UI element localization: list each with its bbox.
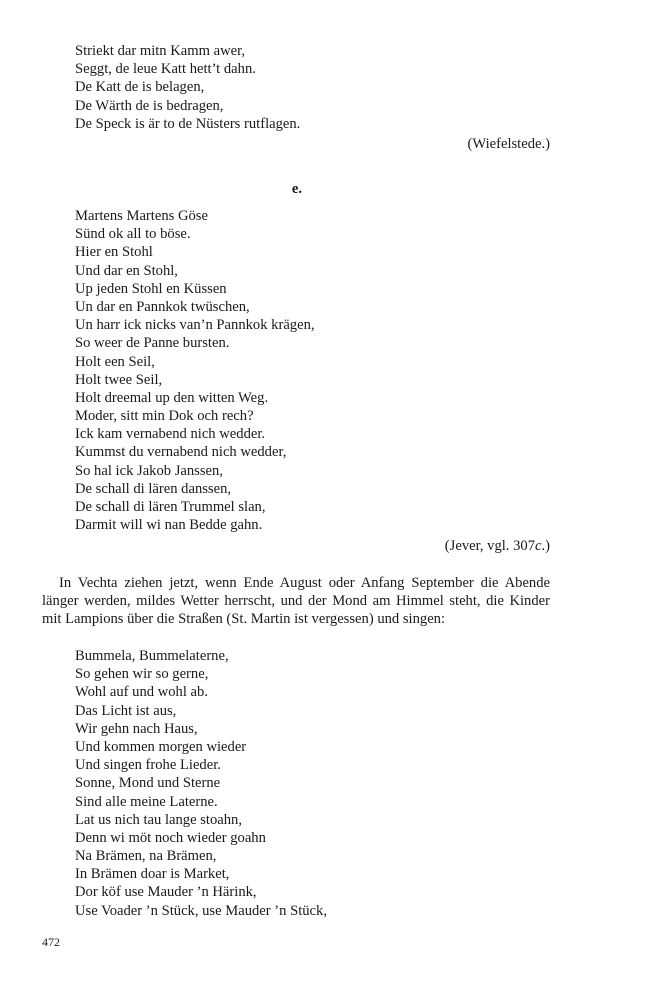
source-suffix: .) [541, 538, 550, 554]
verse-line: De Katt de is belagen, [75, 79, 205, 96]
source-prefix: (Jever, vgl. 307 [444, 538, 535, 554]
section-heading-e: e. [291, 181, 303, 197]
source-citation-jever [445, 537, 550, 555]
verse-line: Das Licht ist aus, [75, 702, 177, 719]
verse-line: Und dar en Stohl, [75, 262, 178, 279]
verse-line: Holt een Seil, [75, 353, 155, 370]
verse-line: De schall di lären danssen, [75, 480, 232, 497]
verse-line: Striekt dar mitn Kamm awer, [75, 43, 246, 59]
verse-line: De Wärth de is bedragen, [75, 97, 224, 114]
verse-line: Use Voader ’n Stück, use Mauder ’n Stück, [75, 902, 327, 919]
page-number: 472 [42, 935, 60, 949]
verse-bottom [75, 647, 327, 920]
verse-line: Holt twee Seil, [75, 371, 163, 388]
source-citation-wiefelstede: (Wiefelstede.) [467, 136, 550, 152]
verse-line: Holt dreemal up den witten Weg. [75, 389, 269, 406]
source-italic-letter: c [535, 538, 542, 554]
verse-line: Dor köf use Mauder ’n Härink, [75, 884, 257, 901]
verse-line: Na Brämen, na Brämen, [75, 848, 217, 865]
verse-line: Darmit will wi nan Bedde gahn. [75, 517, 263, 534]
verse-line: Denn wi möt noch wieder goahn [75, 829, 266, 846]
verse-line: De schall di lären Trummel slan, [75, 499, 266, 515]
verse-line: Un harr ick nicks van’n Pannkok krägen, [75, 317, 315, 334]
verse-line: Martens Martens Göse [75, 208, 208, 224]
verse-line: In Brämen doar is Market, [75, 866, 230, 883]
verse-line: So hal ick Jakob Janssen, [75, 462, 223, 479]
verse-line: Und singen frohe Lieder. [75, 757, 221, 774]
verse-top [75, 42, 300, 133]
verse-line: Seggt, de leue Katt hett’t dahn. [75, 61, 256, 78]
verse-line: Hier en Stohl [75, 244, 153, 261]
verse-line: Lat us nich tau lange stoahn, [75, 811, 242, 828]
verse-line: So gehen wir so gerne, [75, 666, 209, 683]
verse-line: Wohl auf und wohl ab. [75, 684, 208, 701]
verse-section-e [75, 207, 315, 534]
verse-line: De Speck is är to de Nüsters rutflagen. [75, 115, 301, 132]
verse-line: Und kommen morgen wieder [75, 738, 247, 755]
verse-line: Un dar en Pannkok twüschen, [75, 298, 250, 315]
verse-line: Bummela, Bummelaterne, [75, 648, 229, 664]
verse-line: Moder, sitt min Dok och rech? [75, 408, 254, 425]
verse-line: Wir gehn nach Haus, [75, 720, 198, 737]
verse-line: Sind alle meine Laterne. [75, 793, 218, 810]
prose-paragraph: In Vechta ziehen jetzt, wenn Ende August oder Anfang September die Abende länger werden, mildes Wetter herrscht, und der Mond am Himmel steht, die Kinder mit Lampions über die Straßen (St. Martin ist vergessen) und singen: [42, 575, 550, 628]
verse-line: Sünd ok all to böse. [75, 226, 191, 243]
verse-line: So weer de Panne bursten. [75, 335, 230, 352]
verse-line: Sonne, Mond und Sterne [75, 775, 221, 792]
verse-line: Ick kam vernabend nich wedder. [75, 426, 266, 443]
verse-line: Up jeden Stohl en Küssen [75, 280, 227, 297]
verse-line: Kummst du vernabend nich wedder, [75, 444, 287, 461]
